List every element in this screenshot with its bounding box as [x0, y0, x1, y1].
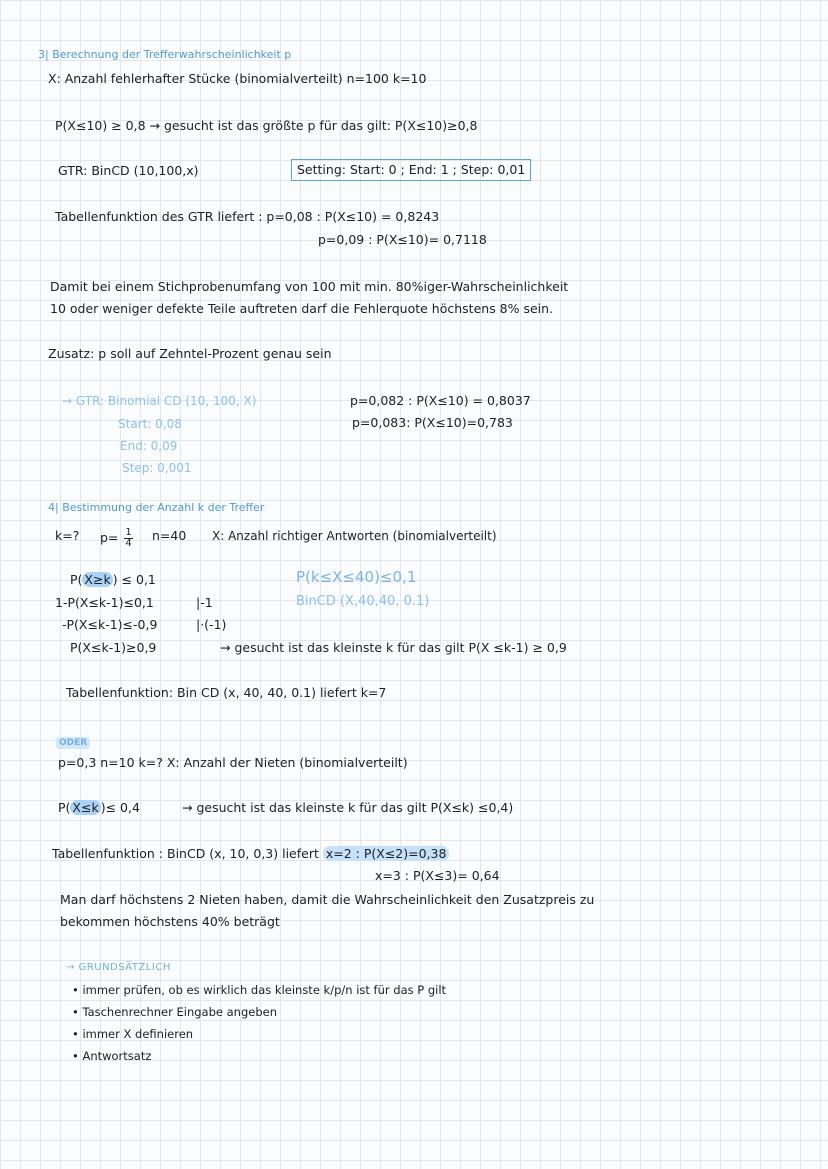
given-p: [100, 528, 133, 549]
gtr-end: End: 0,09: [120, 439, 178, 453]
conclusion-line-2: 10 oder weniger defekte Teile auftreten darf die Fehlerquote höchstens 8% sein.: [50, 301, 554, 316]
line1-post: ) ≤ 0,1: [112, 572, 156, 587]
grund-item-1-text: immer prüfen, ob es wirklich das kleinste k/p/n ist für das P gilt: [82, 983, 447, 997]
section-3-heading: 3| Berechnung der Trefferwahrscheinlichkeit p: [38, 48, 292, 61]
section-3-definition: X: Anzahl fehlerhafter Stücke (binomialverteilt) n=100 k=10: [48, 71, 427, 86]
grund-item-4-text: Antwortsatz: [82, 1049, 152, 1063]
inequality-line-1: [70, 572, 156, 588]
oder-given: p=0,3 n=10 k=? X: Anzahl der Nieten (binomialverteilt): [58, 755, 408, 770]
oder-label: ODER: [56, 737, 90, 749]
conclusion-line-1: Damit bei einem Stichprobenumfang von 100 mit min. 80%iger-Wahrscheinlichkeit: [50, 279, 569, 294]
grund-item-2-text: Taschenrechner Eingabe angeben: [82, 1005, 277, 1019]
oder-table-pre: Tabellenfunktion : BinCD (x, 10, 0,3) liefert: [52, 846, 319, 861]
given-p-label: p=: [100, 530, 119, 545]
oder-cond-highlight: X≤k: [72, 800, 99, 815]
oder-conclusion-2: bekommen höchstens 40% beträgt: [60, 914, 280, 929]
gtr-step: Step: 0,001: [122, 461, 192, 475]
gtr-setting-box: Setting: Start: 0 ; End: 1 ; Step: 0,01: [291, 159, 531, 181]
oder-cond-pre: P(: [58, 800, 71, 815]
fraction-numerator: 1: [125, 527, 132, 538]
table-result-2: p=0,09 : P(X≤10)= 0,7118: [318, 232, 487, 247]
grund-item-2: • Taschenrechner Eingabe angeben: [72, 1005, 277, 1019]
grund-item-4: • Antwortsatz: [72, 1049, 152, 1063]
section-4-definition: X: Anzahl richtiger Antworten (binomialverteilt): [212, 529, 497, 543]
oder-table-1: [52, 846, 449, 862]
oder-table-2: x=3 : P(X≤3)= 0,64: [375, 868, 500, 883]
grund-item-3-text: immer X definieren: [82, 1027, 194, 1041]
fraction-denominator: 4: [125, 538, 132, 549]
result-p-0082: p=0,082 : P(X≤10) = 0,8037: [350, 393, 531, 408]
fraction: [124, 528, 132, 549]
oder-conclusion-1: Man darf höchstens 2 Nieten haben, damit die Wahrscheinlichkeit den Zusatzpreis zu: [60, 892, 595, 907]
section-3-condition: P(X≤10) ≥ 0,8 → gesucht ist das größte p für das gilt: P(X≤10)≥0,8: [55, 118, 478, 133]
given-k: k=?: [55, 528, 80, 543]
oder-tag: [56, 733, 90, 751]
line1-highlight: X≥k: [84, 572, 111, 587]
inequality-op-3: |·(-1): [196, 617, 227, 632]
table-function-k: Tabellenfunktion: Bin CD (x, 40, 40, 0.1) liefert k=7: [66, 685, 387, 700]
section-4-heading: 4| Bestimmung der Anzahl k der Treffer: [48, 501, 265, 514]
inequality-line-2: 1-P(X≤k-1)≤0,1: [55, 595, 154, 610]
alt-probability: P(k≤X≤40)≤0,1: [296, 568, 417, 586]
zusatz-note: Zusatz: p soll auf Zehntel-Prozent genau sein: [48, 346, 332, 361]
inequality-op-2: |-1: [196, 595, 213, 610]
inequality-line-3: -P(X≤k-1)≤-0,9: [62, 617, 158, 632]
oder-table-highlight: x=2 : P(X≤2)=0,38: [323, 846, 450, 861]
inequality-note: → gesucht ist das kleinste k für das gilt P(X ≤k-1) ≥ 0,9: [220, 640, 567, 655]
line1-pre: P(: [70, 572, 83, 587]
oder-condition: [58, 800, 140, 816]
grund-item-3: • immer X definieren: [72, 1027, 194, 1041]
oder-cond-post: )≤ 0,4: [100, 800, 140, 815]
grund-item-1: • immer prüfen, ob es wirklich das kleinste k/p/n ist für das P gilt: [72, 983, 447, 997]
alt-bincd: BinCD (X,40,40, 0.1): [296, 594, 430, 609]
gtr-binomial-cd: → GTR: Binomial CD (10, 100, X): [62, 394, 257, 408]
gtr-input: GTR: BinCD (10,100,x): [58, 163, 199, 178]
oder-condition-note: → gesucht ist das kleinste k für das gilt P(X≤k) ≤0,4): [182, 800, 514, 815]
gtr-start: Start: 0,08: [118, 417, 182, 431]
given-n: n=40: [152, 528, 187, 543]
inequality-line-4: P(X≤k-1)≥0,9: [70, 640, 157, 655]
result-p-0083: p=0,083: P(X≤10)=0,783: [352, 415, 513, 430]
table-result-1: Tabellenfunktion des GTR liefert : p=0,08 : P(X≤10) = 0,8243: [55, 209, 440, 224]
grundsaetzlich-title: → GRUNDSÄTZLICH: [66, 962, 171, 973]
